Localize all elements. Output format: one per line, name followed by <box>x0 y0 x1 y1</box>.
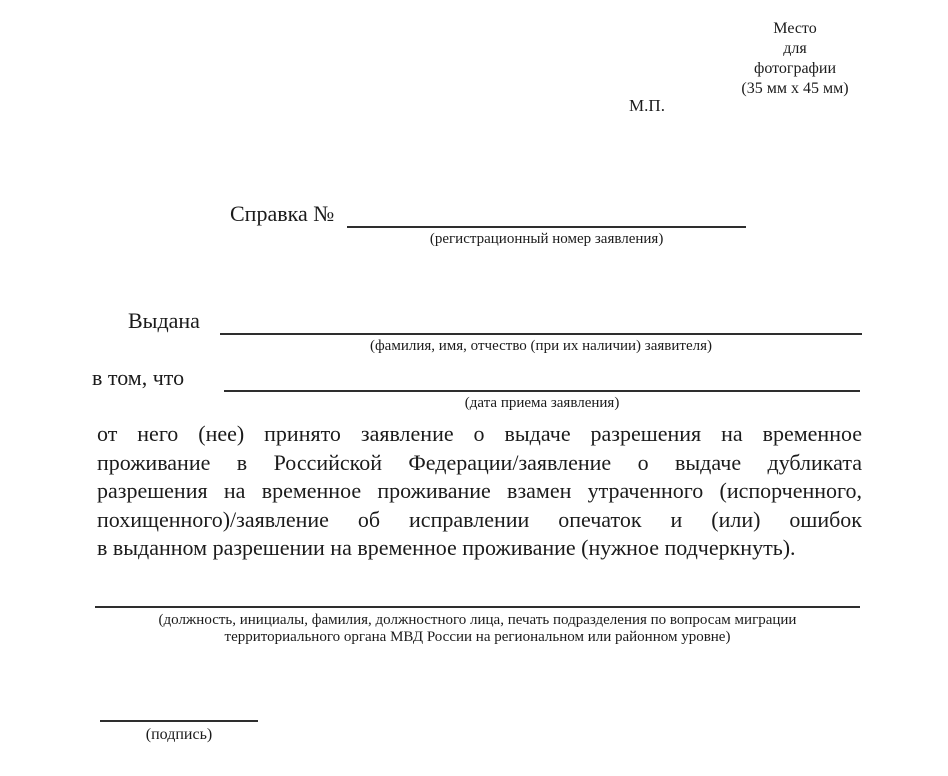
issued-to-fillwrap <box>220 309 862 355</box>
body-paragraph-line-4: похищенного)/заявление об исправлении опечаток и (или) ошибок <box>97 506 862 532</box>
body-paragraph-line-2: проживание в Российской Федерации/заявление о выдаче дубликата <box>97 449 862 475</box>
signature-caption: (подпись) <box>145 726 213 743</box>
signature-field[interactable] <box>100 699 258 722</box>
official-signature-caption-line-2: территориального органа МВД России на региональном или районном уровне) <box>224 629 731 645</box>
photo-placeholder-line-2: для <box>783 40 807 57</box>
issued-to-row <box>128 309 862 355</box>
issued-to-field[interactable] <box>220 309 862 335</box>
certificate-number-caption: (регистрационный номер заявления) <box>429 231 664 247</box>
certificate-number-row <box>230 202 746 248</box>
official-signature-block <box>95 584 860 646</box>
issued-to-caption: (фамилия, имя, отчество (при их наличии) заявителя) <box>369 338 712 354</box>
certificate-number-field[interactable] <box>347 202 746 228</box>
photo-placeholder-line-1: Место <box>773 20 817 37</box>
signature-block <box>100 699 258 743</box>
body-paragraph-line-1: от него (нее) принято заявление о выдаче разрешения на временное <box>97 421 862 446</box>
stamp-place-label: М.П. <box>629 96 665 115</box>
official-signature-field[interactable] <box>95 584 860 608</box>
certificate-number-fillwrap <box>347 202 746 248</box>
body-paragraph-line-3: разрешения на временное проживание взамен утраченного (испорченного, <box>97 478 862 503</box>
issued-to-label: Выдана <box>128 308 200 333</box>
certificate-title-label: Справка № <box>230 201 335 226</box>
official-signature-caption <box>95 608 860 646</box>
official-signature-caption-line-1: (должность, инициалы, фамилия, должностного лица, печать подразделения по вопросам миграции <box>158 612 797 628</box>
application-date-fillwrap <box>224 366 860 412</box>
body-paragraph-line-5: в выданном разрешении на временное проживание (нужное подчеркнуть). <box>97 535 796 560</box>
application-date-row <box>92 366 860 412</box>
application-date-label: в том, что <box>92 365 185 390</box>
body-paragraph <box>97 420 862 563</box>
application-date-caption: (дата приема заявления) <box>464 395 620 411</box>
photo-placeholder <box>725 19 865 99</box>
application-date-field[interactable] <box>224 366 860 392</box>
photo-placeholder-line-3: фотографии <box>753 60 837 77</box>
photo-placeholder-line-4: (35 мм х 45 мм) <box>741 80 849 97</box>
